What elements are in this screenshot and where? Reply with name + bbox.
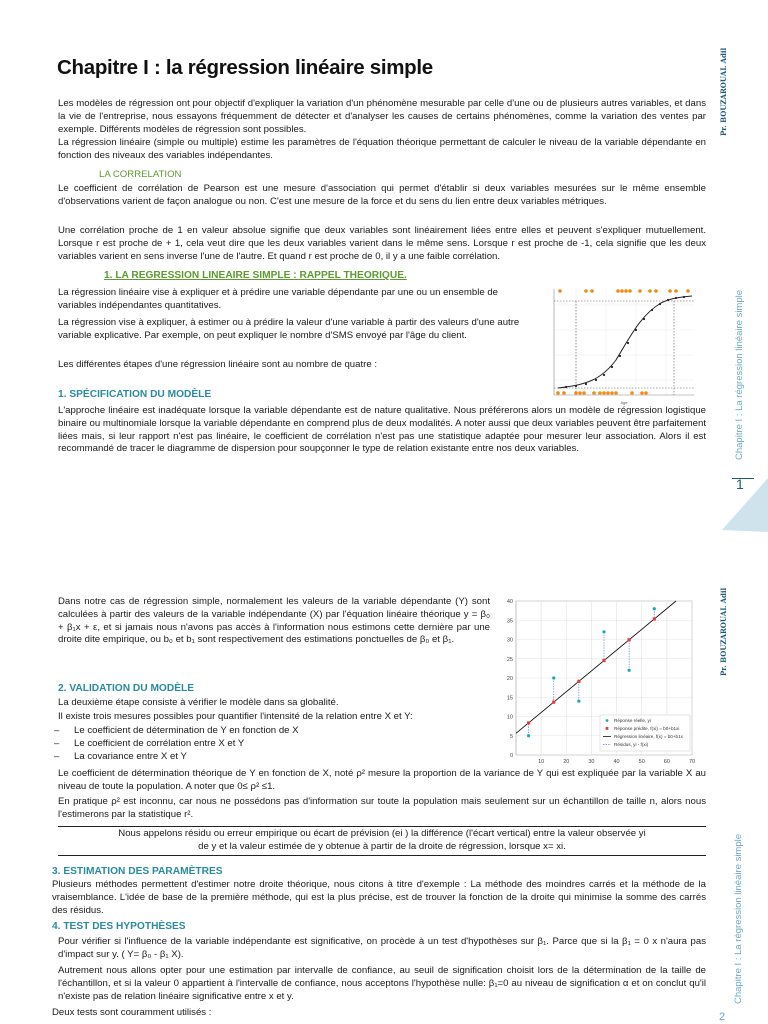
chart-y-tick-label: 25: [506, 656, 513, 663]
chart-point-observed: [653, 607, 656, 610]
hypo-paragraph-2: Autrement nous allons opter pour une estimation par intervalle de confiance, au seuil de signification choisit lors de la détermination de la taille de l'échantillon, et si la valeur 0 appartient à l'intervalle de confiance, nous acceptons l'hypothèse nulle: β₁=0 au niveau de signification α et on conclut qu'il n'existe pas de relation linéaire significative entre x et y.: [58, 965, 706, 1002]
chart-legend-entry: Réponse prédite, f(xi) = b0+b1xi: [614, 726, 680, 731]
spec-heading: 1. SPÉCIFICATION DU MODÈLE: [58, 389, 212, 400]
validation-paragraph-3: Le coefficient de détermination théorique de Y en fonction de X, noté ρ² mesure la proportion de la variance de Y qui est expliquée par la variable X au niveau de toute la population. A noter que 0≤ ρ² ≤1.: [58, 768, 706, 792]
chart-x-tick-label: 60: [663, 759, 670, 765]
residual-definition: Nous appelons résidu ou erreur empirique ou écart de prévision (ei ) la différence (l'écart vertical) entre la valeur observée yi de y et la valeur estimée de y obtenue à partir de la droite de régression, lorsque x= xi.: [118, 828, 646, 852]
logistic-regression-figure: [546, 285, 698, 407]
chart-x-tick-label: 50: [638, 759, 645, 765]
chart-point-predicted: [577, 680, 580, 683]
chart-point-predicted: [602, 659, 605, 662]
chart-y-tick-label: 0: [509, 753, 513, 759]
chart-point-observed: [527, 734, 530, 737]
chart-y-tick-label: 40: [506, 599, 513, 605]
hypo-heading: 4. TEST DES HYPOTHÈSES: [52, 921, 186, 932]
validation-paragraph-2: Il existe trois mesures possibles pour quantifier l'intensité de la relation entre X et Y:: [58, 711, 413, 722]
validation-paragraph: La deuxième étape consiste à vérifier le modèle dans sa globalité.: [58, 697, 339, 708]
side-author: Pr. BOUZAROUAL Adil: [719, 47, 728, 136]
chart-x-tick-label: 10: [538, 759, 545, 765]
page2-intro: Dans notre cas de régression simple, normalement les valeurs de la variable dépendante (Y) sont calculées à partir des valeurs de la variable indépendante (X) par l'équation linéaire théorique y = β₀ + β₁x + ε, et si jamais nous n'avons pas accès à l'information nous estimons cette dernière par une droite dite empirique, ou b₀ et b₁ sont respectivement des estimations ponctuelles de β₀ et β₁.: [58, 596, 490, 646]
chart-y-tick-label: 5: [509, 733, 513, 740]
chart-point-predicted: [552, 701, 555, 704]
chart-y-tick-label: 35: [506, 618, 513, 625]
correlation-heading: LA CORRELATION: [99, 169, 182, 180]
side-chapter-2: Chapitre I : La régression linéaire simple: [733, 833, 744, 1004]
measures-list: [54, 725, 484, 763]
validation-heading: 2. VALIDATION DU MODÈLE: [58, 683, 195, 694]
chart-point-predicted: [527, 721, 530, 724]
page-title: Chapitre I : la régression linéaire simple: [57, 56, 433, 79]
rappel-paragraph-2: La régression vise à expliquer, à estimer ou à prédire la valeur d'une variable à partir des valeurs d'une autre variable explicative. Par exemple, on peut expliquer le nombre d'SMS envoyé par l'âge du client.: [58, 317, 520, 341]
correlation-paragraph: Le coefficient de corrélation de Pearson est une mesure d'association qui permet d'établir si deux variables mesurées sur le même ensemble d'observations varient de façon analogue ou non. C'est une mesure de la force et du sens du lien entre deux variables métriques.: [58, 183, 706, 207]
validation-paragraph-4: En pratique ρ² est inconnu, car nous ne possédons pas d'information sur toute la population mais seulement sur un échantillon de taille n, alors nous l'estimerons par la statistique r².: [58, 796, 706, 820]
measure-item: – Le coefficient de détermination de Y en fonction de X: [54, 725, 484, 738]
chart-x-ticks: [538, 759, 695, 765]
estimation-heading: 3. ESTIMATION DES PARAMÈTRES: [52, 866, 223, 877]
chart-y-tick-label: 15: [506, 695, 513, 702]
logistic-xlabel: Age: [620, 400, 628, 405]
regression-chart: [496, 597, 698, 773]
chart-x-tick-label: 20: [563, 759, 570, 765]
measure-item: – La covariance entre X et Y: [54, 751, 484, 764]
chart-point-observed: [602, 630, 605, 633]
chart-y-tick-label: 30: [506, 637, 513, 644]
chart-point-observed: [552, 676, 555, 679]
chart-x-tick-label: 40: [613, 759, 620, 765]
chart-point-observed: [577, 700, 580, 703]
chart-point-predicted: [628, 638, 631, 641]
side-author-2: Pr. BOUZAROUAL Adil: [719, 587, 728, 676]
chart-legend-entry: Résidus, yi - f(xi): [614, 742, 649, 747]
chart-x-tick-label: 30: [588, 759, 595, 765]
measure-item: – Le coefficient de corrélation entre X et Y: [54, 738, 484, 751]
chart-y-ticks: [507, 599, 513, 759]
chart-legend-entry: Régression linéaire, f(x) = b0+b1x: [614, 734, 683, 739]
section-1-heading: 1. LA REGRESSION LINEAIRE SIMPLE : RAPPEL THEORIQUE.: [104, 270, 407, 281]
chart-legend-entry: Réponse réelle, yi: [614, 718, 651, 723]
chart-legend: [600, 715, 690, 751]
legend-marker-observed: [606, 719, 609, 722]
page-corner-decoration: [708, 470, 768, 590]
residual-definition-box: [58, 826, 706, 856]
page-number: 1: [736, 476, 744, 492]
chart-point-predicted: [653, 617, 656, 620]
chart-y-tick-label: 10: [506, 714, 513, 721]
chart-point-observed: [628, 669, 631, 672]
hypo-paragraph: Pour vérifier si l'influence de la variable indépendante est significative, on procède à un test d'hypothèses sur β₁. Parce que si la β₁ = 0 x n'aura pas d'impact sur y. ( Y= β₀ - β₁ X).: [58, 936, 706, 960]
rappel-paragraph-3: Les différentes étapes d'une régression linéaire sont au nombre de quatre :: [58, 359, 377, 370]
page-number-2: 2: [719, 1011, 726, 1023]
correlation-paragraph-2: Une corrélation proche de 1 en valeur absolue signifie que deux variables sont linéairement liées entre elles et peuvent s'expliquer mutuellement. Lorsque r est proche de + 1, cela veut dire que les deux variables varient dans le même sens. Lorsque r est proche de -1, cela signifie que les deux variables varient en sens inverse l'une de l'autre. Et quand r est proche de 0, il y a une faible corrélation.: [58, 225, 706, 262]
spec-paragraph: L'approche linéaire est inadéquate lorsque la variable dépendante est de nature qualitative. Nous préférerons alors un modèle de régression logistique binaire ou multinomiale lorsque la variable dépendante en comprend plus de deux modalités. A noter aussi que deux variables peuvent être parfaitement liées mais, si leur rapport n'est pas linéaire, le coefficient de corrélation n'est pas une statistique adaptée pour mesurer leur association. Alors il est recommandé de tracer le diagramme de dispersion pour soupçonner le type de relation existante entre nos deux variables.: [58, 405, 706, 455]
chart-x-tick-label: 70: [688, 759, 696, 765]
legend-marker-predicted: [606, 727, 609, 730]
chart-y-tick-label: 20: [506, 676, 513, 682]
intro-paragraph: Les modèles de régression ont pour objectif d'expliquer la variation d'un phénomène mesurable par celle d'une ou de plusieurs autres variables, et dans la vie de l'entreprise, nous essayons fréquemment de détecter et d'analyser les causes de certains phénomènes, comme la variation des ventes par exemple. Différents modèles de régression sont possibles.: [58, 98, 706, 135]
rappel-paragraph: La régression linéaire vise à expliquer et à prédire une variable dépendante par une ou un ensemble de variables indépendantes quantitatives.: [58, 287, 499, 311]
side-chapter: Chapitre I : La régression linéaire simple: [734, 289, 745, 460]
intro-paragraph-2: La régression linéaire (simple ou multiple) estime les paramètres de l'équation théorique permettant de calculer le niveau de la variable dépendante en fonction des niveaux des variables indépendantes.: [58, 137, 706, 161]
hypo-paragraph-3: Deux tests sont couramment utilisés :: [52, 1007, 212, 1018]
estimation-paragraph: Plusieurs méthodes permettent d'estimer notre droite théorique, nous citons à titre d'exemple : La méthode des moindres carrés et la méthode de la vraisemblance. L'idée de base de la première méthode, qui est la plus précise, est de trouver la fonction de la droite qui minimise la somme des carrés des résidus.: [52, 879, 706, 916]
